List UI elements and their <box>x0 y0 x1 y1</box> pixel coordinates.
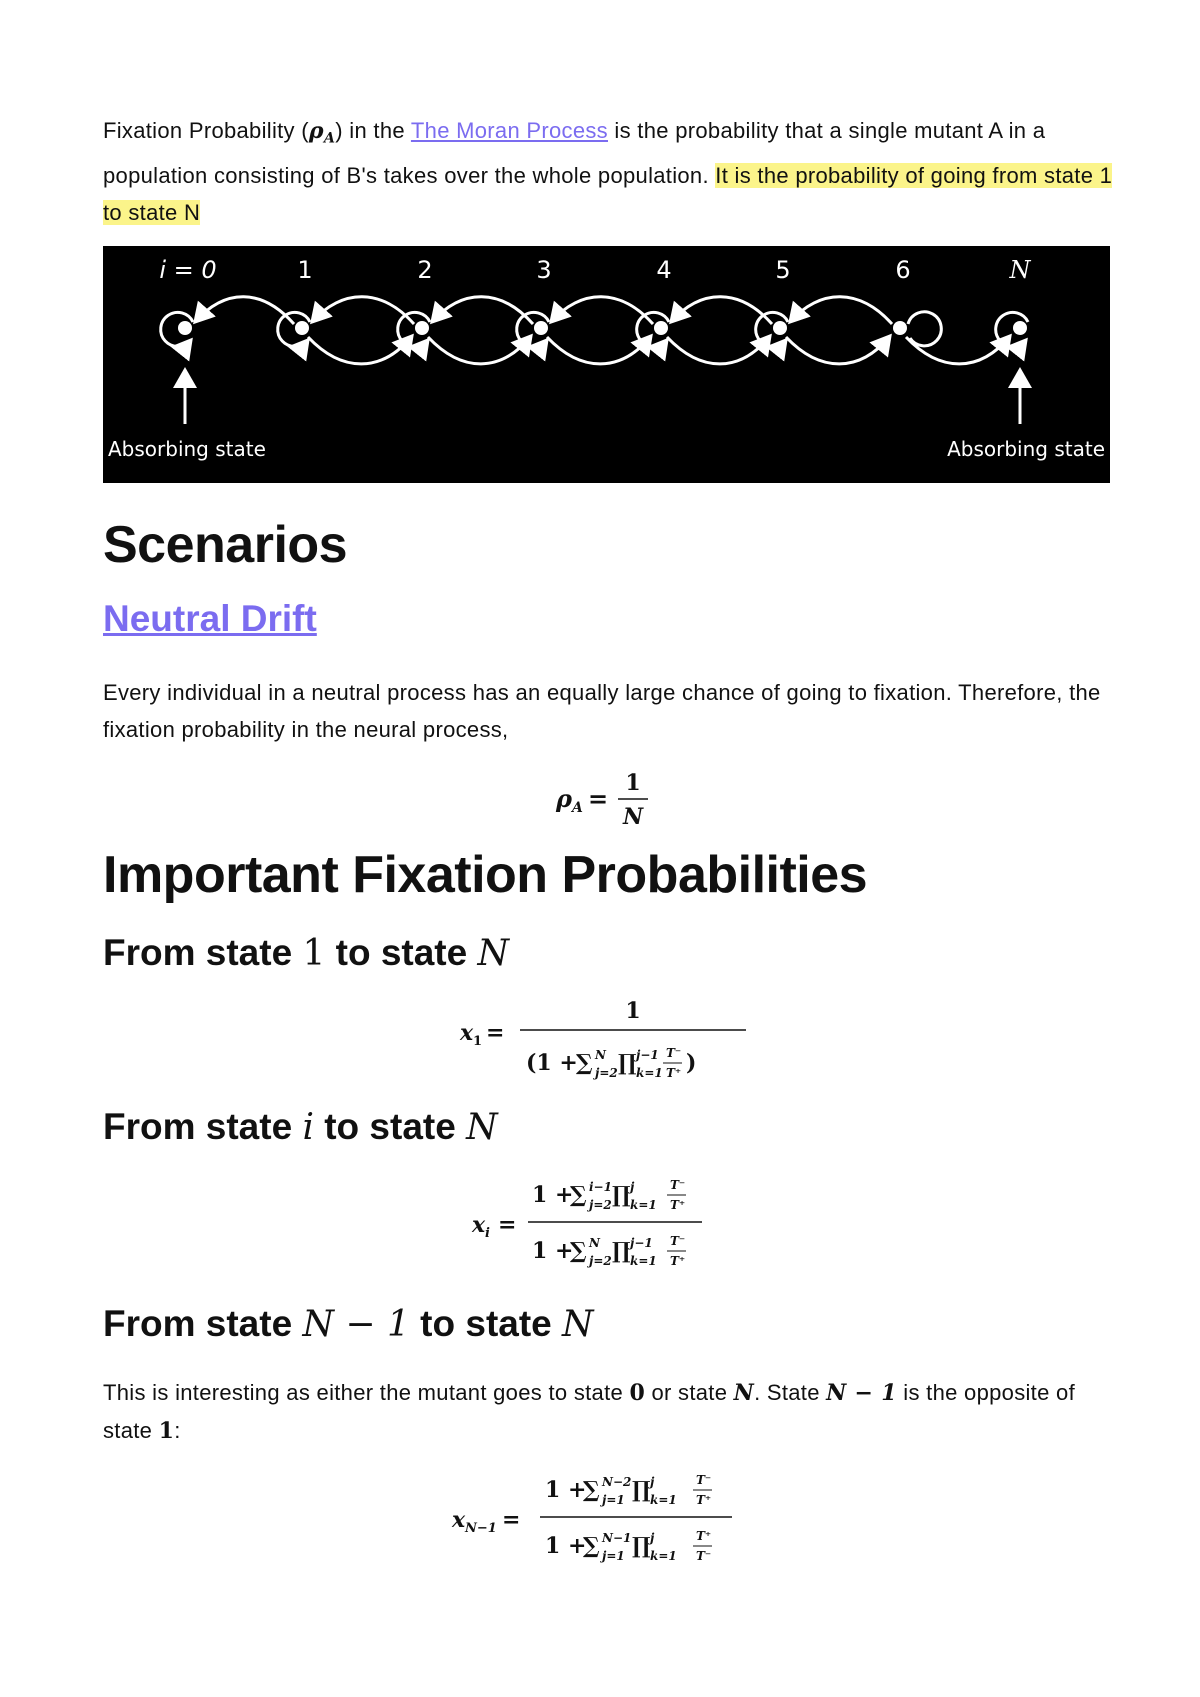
state-label-1: 1 <box>297 256 313 284</box>
intro-paragraph <box>103 112 1113 231</box>
svg-text:j: j <box>650 1531 655 1545</box>
rho-symbol: $\rho_A$ <box>308 118 336 147</box>
svg-text:=: = <box>498 1212 517 1238</box>
svg-text:k=1: k=1 <box>650 1549 677 1563</box>
important-heading: Important Fixation Probabilities <box>103 846 868 904</box>
svg-text:1 +: 1 + <box>532 1182 574 1208</box>
svg-text:1 +: 1 + <box>545 1477 587 1503</box>
state-node-5 <box>773 321 787 335</box>
state-node-0 <box>178 321 192 335</box>
svg-text:∑: ∑ <box>570 1238 587 1264</box>
neutral-drift-equation <box>540 760 680 830</box>
from-state-1-heading: From state 1 to state N <box>103 932 509 974</box>
svg-text:x: x <box>472 1212 486 1238</box>
svg-text:j=2: j=2 <box>595 1066 618 1080</box>
svg-text:j−1: j−1 <box>636 1048 659 1062</box>
from-state-n-minus-1-heading: From state N − 1 to state N <box>103 1303 594 1345</box>
svg-text:T⁺: T⁺ <box>696 1493 712 1507</box>
intro-text-2: ) in the <box>335 118 411 143</box>
svg-text:∑: ∑ <box>570 1182 587 1208</box>
svg-text:T⁻: T⁻ <box>666 1046 682 1060</box>
svg-text:=: = <box>486 1020 505 1046</box>
state-label-3: 3 <box>536 256 552 284</box>
state-label-n: N <box>1009 256 1031 284</box>
state-node-3 <box>534 321 548 335</box>
from-state-i-heading: From state i to state N <box>103 1106 498 1148</box>
state-node-1 <box>295 321 309 335</box>
svg-text:∑: ∑ <box>576 1050 593 1076</box>
state-node-4 <box>654 321 668 335</box>
svg-text:j: j <box>650 1475 655 1489</box>
equation-state-n-minus-1 <box>450 1465 770 1580</box>
state-label-4: 4 <box>656 256 672 284</box>
svg-text:i: i <box>485 1226 490 1241</box>
svg-text:∑: ∑ <box>583 1477 600 1503</box>
right-absorbing-caption: Absorbing state <box>947 437 1105 461</box>
svg-text:i−1: i−1 <box>589 1180 612 1194</box>
scenarios-heading: Scenarios <box>103 516 348 574</box>
state-label-2: 2 <box>417 256 433 284</box>
svg-text:x: x <box>452 1507 466 1533</box>
svg-text:N−1: N−1 <box>465 1521 497 1536</box>
svg-text:1: 1 <box>625 998 641 1024</box>
svg-text:N−2: N−2 <box>602 1475 632 1489</box>
den-state-i <box>532 1234 686 1268</box>
svg-text:T⁺: T⁺ <box>666 1066 682 1080</box>
intro-text-1: Fixation Probability ( <box>103 118 309 143</box>
svg-text:T⁻: T⁻ <box>696 1473 712 1487</box>
svg-text:=: = <box>502 1507 521 1533</box>
svg-text:k=1: k=1 <box>630 1254 657 1268</box>
highlighted-text: It is the probability of going from state 1 to state N <box>103 163 1113 226</box>
svg-text:k=1: k=1 <box>650 1493 677 1507</box>
svg-text:j=1: j=1 <box>602 1493 625 1507</box>
svg-text:): ) <box>686 1050 697 1076</box>
state-label-0: i = 0 <box>159 256 217 284</box>
svg-text:j=2: j=2 <box>589 1254 612 1268</box>
svg-text:k=1: k=1 <box>630 1198 657 1212</box>
moran-process-link[interactable]: The Moran Process <box>410 118 608 143</box>
equation-state-1 <box>458 995 758 1090</box>
svg-text:∏: ∏ <box>612 1238 631 1264</box>
svg-text:k=1: k=1 <box>636 1066 663 1080</box>
eq-rho: ρ <box>556 784 572 813</box>
svg-text:T⁻: T⁻ <box>696 1549 712 1563</box>
svg-text:∏: ∏ <box>632 1477 651 1503</box>
svg-text:N: N <box>589 1236 600 1250</box>
equation-state-i <box>470 1170 750 1285</box>
den-state-n-minus-1 <box>545 1529 712 1563</box>
svg-text:∏: ∏ <box>632 1533 651 1559</box>
neutral-drift-paragraph: Every individual in a neutral process has an equally large chance of going to fixation. Therefore, the fixation probability in the neural process, <box>103 680 1101 742</box>
svg-text:∑: ∑ <box>583 1533 600 1559</box>
state-label-5: 5 <box>775 256 791 284</box>
markov-chain-diagram <box>103 246 1110 483</box>
left-absorbing-caption: Absorbing state <box>108 437 266 461</box>
svg-text:N−1: N−1 <box>602 1531 632 1545</box>
svg-text:∏: ∏ <box>612 1182 631 1208</box>
state-node-2 <box>415 321 429 335</box>
svg-text:T⁻: T⁻ <box>670 1234 686 1248</box>
svg-text:1 +: 1 + <box>545 1533 587 1559</box>
state-node-7 <box>1013 321 1027 335</box>
svg-text:T⁺: T⁺ <box>670 1254 686 1268</box>
svg-text:(1 +: (1 + <box>526 1050 578 1076</box>
num-state-n-minus-1 <box>545 1473 712 1507</box>
svg-text:T⁻: T⁻ <box>670 1178 686 1192</box>
svg-text:j=2: j=2 <box>589 1198 612 1212</box>
eq-denominator: N <box>622 804 644 830</box>
state-label-6: 6 <box>895 256 911 284</box>
svg-text:1: 1 <box>473 1034 483 1049</box>
svg-text:x: x <box>460 1020 474 1046</box>
svg-text:=: = <box>588 784 609 813</box>
state-node-6 <box>893 321 907 335</box>
svg-text:∏: ∏ <box>618 1050 637 1076</box>
svg-text:T⁺: T⁺ <box>696 1529 712 1543</box>
svg-text:T⁺: T⁺ <box>670 1198 686 1212</box>
svg-text:j−1: j−1 <box>630 1236 653 1250</box>
state-n-minus-1-paragraph: This is interesting as either the mutant goes to state 0 or state N. State N − 1 is the opposite of state 1: <box>103 1380 1075 1444</box>
svg-text:1 +: 1 + <box>532 1238 574 1264</box>
svg-text:j=1: j=1 <box>602 1549 625 1563</box>
den-state-1 <box>526 1046 696 1080</box>
eq-numerator: 1 <box>625 770 641 796</box>
svg-text:N: N <box>595 1048 606 1062</box>
eq-rho-sub: A <box>572 800 583 816</box>
num-state-i <box>532 1178 686 1212</box>
intro-text-3: is the probability that a single mutant A in a population consisting of B's takes over the whole population. <box>103 118 1046 189</box>
svg-text:j: j <box>630 1180 635 1194</box>
neutral-drift-link[interactable]: Neutral Drift <box>103 598 317 639</box>
